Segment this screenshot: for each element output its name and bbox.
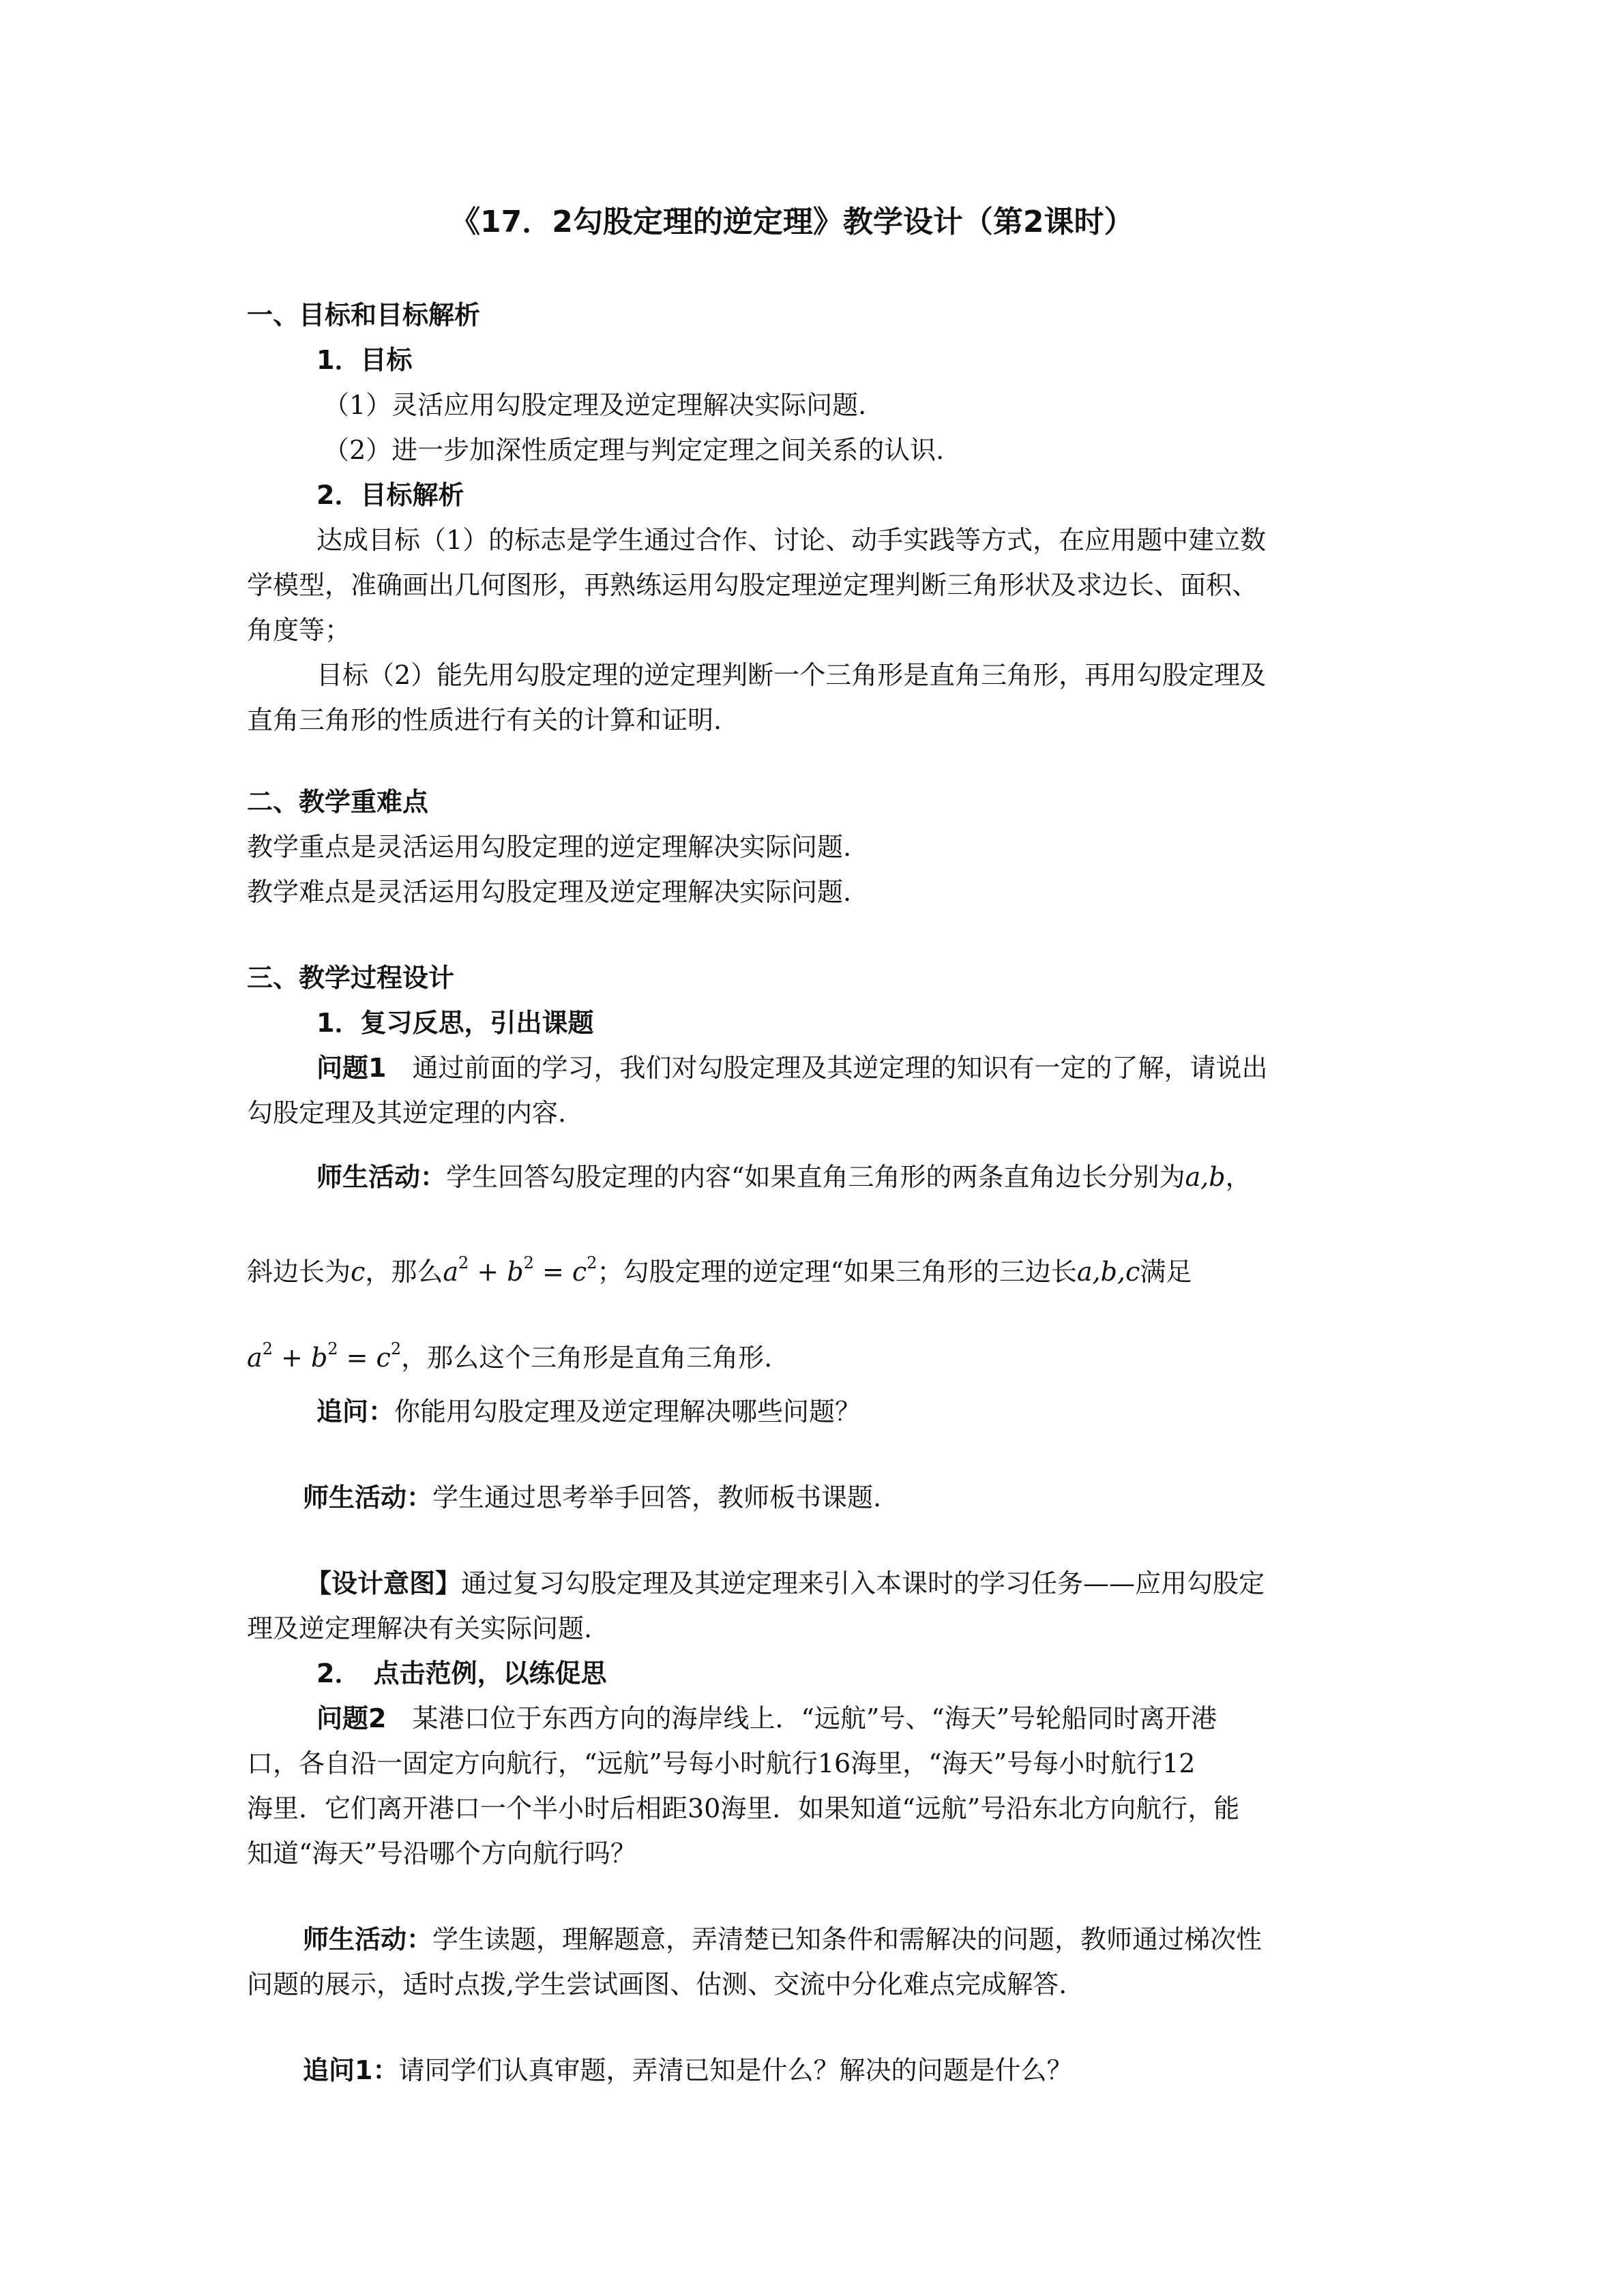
math-a-b-c: a,b,c — [1076, 1257, 1140, 1287]
activity-1-line-2 — [247, 1245, 1192, 1289]
conclusion-text: ，那么这个三角形是直角三角形. — [401, 1343, 773, 1373]
math-a-b: a,b — [1185, 1162, 1226, 1192]
follow-up-2 — [303, 2053, 1072, 2088]
follow-up-label: 追问： — [316, 1397, 395, 1427]
question-1-line-2: 勾股定理及其逆定理的内容. — [247, 1098, 567, 1128]
then-text: ，那么 — [365, 1257, 443, 1287]
activity-3-line-2: 问题的展示，适时点拨,学生尝试画图、估测、交流中分化难点完成解答. — [247, 1969, 1067, 1999]
difficult-point: 教学难点是灵活运用勾股定理及逆定理解决实际问题. — [247, 877, 852, 907]
activity-3-text: 学生读题，理解题意，弄清楚已知条件和需解决的问题，教师通过梯次性 — [432, 1924, 1263, 1954]
analysis-para-1-line-3: 角度等； — [247, 615, 351, 645]
follow-up-2-label: 追问1： — [303, 2055, 399, 2085]
subheading-examples: 2． 点击范例，以练促思 — [316, 1658, 607, 1688]
section-3-heading: 三、教学过程设计 — [247, 963, 455, 993]
design-intent-line-2: 理及逆定理解决有关实际问题. — [247, 1613, 593, 1643]
subheading-goal-analysis: 2．目标解析 — [316, 480, 464, 510]
pythagorean-equation-2: $a^2 + b^2 = c^2$ — [247, 1339, 402, 1373]
question-2-line-3: 海里．它们离开港口一个半小时后相距30海里．如果知道“远航”号沿东北方向航行，能 — [247, 1793, 1240, 1823]
question-1-label: 问题1 — [316, 1053, 387, 1083]
satisfy-text: 满足 — [1140, 1257, 1192, 1287]
analysis-para-2-line-2: 直角三角形的性质进行有关的计算和证明. — [247, 705, 722, 735]
activity-1-line-3 — [247, 1331, 772, 1375]
activity-2-label: 师生活动： — [303, 1482, 433, 1512]
pythagorean-equation-1: $a^2 + b^2 = c^2$ — [443, 1253, 597, 1287]
activity-3-label: 师生活动： — [303, 1924, 433, 1954]
question-1-text: 通过前面的学习，我们对勾股定理及其逆定理的知识有一定的了解，请说出 — [386, 1053, 1268, 1083]
hypotenuse-text: 斜边长为 — [247, 1257, 351, 1287]
key-point: 教学重点是灵活运用勾股定理的逆定理解决实际问题. — [247, 832, 852, 862]
follow-up-text: 你能用勾股定理及逆定理解决哪些问题？ — [394, 1397, 861, 1427]
section-2-heading: 二、教学重难点 — [247, 787, 429, 817]
math-c: c — [351, 1257, 366, 1287]
design-intent-text: 通过复习勾股定理及其逆定理来引入本课时的学习任务——应用勾股定 — [461, 1568, 1265, 1598]
analysis-para-2-line-1: 目标（2）能先用勾股定理的逆定理判断一个三角形是直角三角形，再用勾股定理及 — [316, 660, 1267, 690]
question-2-line-4: 知道“海天”号沿哪个方向航行吗？ — [247, 1838, 636, 1868]
activity-1-line-1 — [316, 1159, 1252, 1195]
design-intent-label: 【设计意图】 — [306, 1568, 462, 1598]
question-2-line-1 — [316, 1701, 1217, 1736]
converse-text: ；勾股定理的逆定理“如果三角形的三边长 — [597, 1257, 1077, 1287]
question-2-text: 某港口位于东西方向的海岸线上．“远航”号、“海天”号轮船同时离开港 — [386, 1703, 1217, 1733]
comma: ， — [1225, 1162, 1252, 1192]
follow-up-2-text: 请同学们认真审题，弄清已知是什么？解决的问题是什么？ — [398, 2055, 1073, 2085]
question-2-label: 问题2 — [316, 1703, 387, 1733]
activity-1-label: 师生活动： — [316, 1162, 447, 1192]
page-title: 《17．2勾股定理的逆定理》教学设计（第2课时） — [450, 205, 1134, 239]
design-intent-line-1 — [306, 1566, 1265, 1601]
goal-2: （2）进一步加深性质定理与判定定理之间关系的认识. — [323, 435, 945, 465]
subheading-goals: 1．目标 — [316, 345, 413, 375]
analysis-para-1-line-2: 学模型，准确画出几何图形，再熟练运用勾股定理逆定理判断三角形状及求边长、面积、 — [247, 570, 1258, 600]
subheading-review: 1．复习反思，引出课题 — [316, 1008, 594, 1038]
question-1-line-1 — [316, 1050, 1267, 1086]
activity-2-text: 学生通过思考举手回答，教师板书课题. — [432, 1482, 882, 1512]
goal-1: （1）灵活应用勾股定理及逆定理解决实际问题. — [323, 390, 867, 420]
question-2-line-2: 口，各自沿一固定方向航行，“远航”号每小时航行16海里，“海天”号每小时航行12 — [247, 1748, 1196, 1778]
follow-up-1 — [316, 1394, 861, 1429]
analysis-para-1-line-1: 达成目标（1）的标志是学生通过合作、讨论、动手实践等方式，在应用题中建立数 — [316, 525, 1267, 555]
section-1-heading: 一、目标和目标解析 — [247, 300, 481, 330]
activity-2 — [303, 1480, 881, 1515]
activity-3-line-1 — [303, 1922, 1262, 1957]
activity-1-text: 学生回答勾股定理的内容“如果直角三角形的两条直角边长分别为 — [446, 1162, 1185, 1192]
